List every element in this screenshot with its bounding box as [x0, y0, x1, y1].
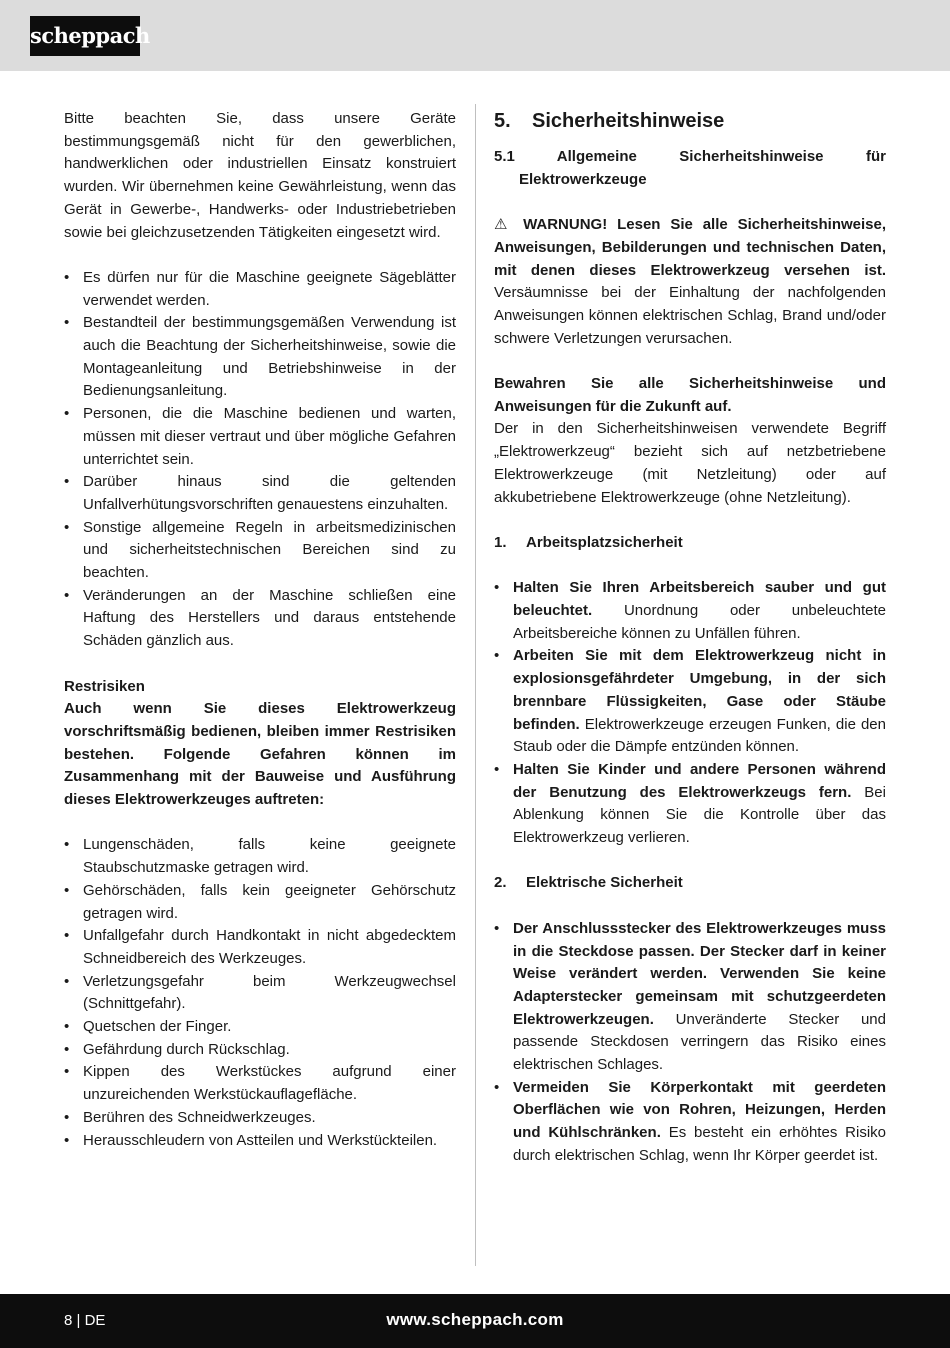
- item-bold: Arbeiten Sie mit dem Elektrowerkzeug nicht in explosionsgefährdeter Umgebung, in der sich brennbare Flüssigkeiten, Gase oder Stäube befinden.: [513, 647, 886, 733]
- item-bold: Halten Sie Ihren Arbeitsbereich sauber und gut beleuchtet.: [513, 579, 886, 619]
- section-number: 5.: [494, 110, 511, 132]
- workplace-heading: [494, 532, 886, 555]
- list-item: • Veränderungen an der Maschine schließen eine Haftung des Herstellers und daraus entstehende Schäden gänzlich aus.: [64, 585, 456, 653]
- warning-bold: WARNUNG! Lesen Sie alle Sicherheitshinweise, Anweisungen, Bebilderungen und technischen Daten, mit denen dieses Elektrowerkzeug versehen ist.: [494, 216, 887, 279]
- list-item: • Darüber hinaus sind die geltenden Unfallverhütungsvorschriften genauestens einzuhalten.: [64, 471, 456, 516]
- page-footer: [0, 1294, 950, 1348]
- item-text: Bei Ablenkung können Sie die Kontrolle über das Elektrowerkzeug verlieren.: [513, 783, 886, 847]
- electrical-list: [494, 918, 886, 1168]
- list-item: [494, 1077, 886, 1168]
- usage-list: [64, 267, 456, 653]
- list-item: • Gefährdung durch Rückschlag.: [64, 1039, 456, 1062]
- intro-paragraph: Bitte beachten Sie, dass unsere Geräte bestimmungsgemäß nicht für den gewerblichen, handwerklichen oder industriellen Einsatz konstruiert wurden. Wir übernehmen keine Gewährleistung, wenn das Gerät in Gewerbe-, Handwerks- oder Industriebetrieben sowie bei gleichzusetzenden Tätigkeiten eingesetzt wird.: [64, 110, 456, 241]
- heading-text: Arbeitsplatzsicherheit: [526, 533, 683, 551]
- list-item: • Verletzungsgefahr beim Werkzeugwechsel (Schnittgefahr).: [64, 971, 456, 1016]
- heading-number: 1.: [494, 533, 507, 551]
- section-title: [494, 108, 886, 134]
- keep-instructions-text: Der in den Sicherheitshinweisen verwendete Begriff „Elektrowerkzeug“ bezieht sich auf netzbetriebene Elektrowerkzeuge (mit Netzleitung) oder auf akkubetriebene Elektrowerkzeuge (ohne Netzleitung).: [494, 420, 886, 506]
- list-item: [494, 577, 886, 645]
- list-item: • Personen, die die Maschine bedienen und warten, müssen mit dieser vertraut und über mögliche Gefahren unterrichtet sein.: [64, 403, 456, 471]
- right-column: [494, 108, 886, 1168]
- item-text: Unveränderte Stecker und passende Steckdosen verringern das Risiko eines elektrischen Schlages.: [513, 1010, 886, 1074]
- warning-text: Versäumnisse bei der Einhaltung der nachfolgenden Anweisungen können elektrischen Schlag, Brand und/oder schwere Verletzungen verursachen.: [494, 284, 886, 347]
- website-link[interactable]: www.scheppach.com: [386, 1310, 564, 1329]
- column-divider: [475, 104, 476, 1266]
- list-item: • Unfallgefahr durch Handkontakt in nicht abgedecktem Schneidbereich des Werkzeuges.: [64, 925, 456, 970]
- item-bold: Halten Sie Kinder und andere Personen während der Benutzung des Elektrowerkzeugs fern.: [513, 760, 886, 801]
- list-item: • Bestandteil der bestimmungsgemäßen Verwendung ist auch die Beachtung der Sicherheitshinweise, sowie die Montageanleitung und Betriebshinweise in der Bedienungsanleitung.: [64, 312, 456, 403]
- warning-icon: ⚠: [494, 216, 514, 234]
- page-number: 8 | DE: [64, 1312, 106, 1329]
- list-item: • Sonstige allgemeine Regeln in arbeitsmedizinischen und sicherheitstechnischen Bereichen sind zu beachten.: [64, 517, 456, 585]
- list-item: • Kippen des Werkstückes aufgrund einer unzureichenden Werkstückauflagefläche.: [64, 1061, 456, 1106]
- keep-instructions-bold: Bewahren Sie alle Sicherheitshinweise und Anweisungen für die Zukunft auf.: [494, 375, 886, 415]
- heading-text: Elektrische Sicherheit: [526, 874, 683, 892]
- list-item: [494, 759, 886, 850]
- electrical-heading: [494, 872, 886, 895]
- list-item: • Berühren des Schneidwerkzeuges.: [64, 1107, 456, 1130]
- scheppach-logo: scheppach: [30, 16, 140, 56]
- subsection-title-text: Allgemeine Sicherheitshinweise für Elektrowerkzeuge: [519, 148, 886, 188]
- item-text: Unordnung oder unbeleuchtete Arbeitsbereiche können zu Unfällen führen.: [513, 602, 886, 642]
- item-text: Es besteht ein erhöhtes Risiko durch elektrischen Schlag, wenn Ihr Körper geerdet ist.: [513, 1124, 886, 1164]
- list-item: • Herausschleudern von Astteilen und Werkstückteilen.: [64, 1130, 456, 1153]
- left-column: [64, 108, 456, 1152]
- list-item: [494, 918, 886, 1077]
- list-item: • Gehörschäden, falls kein geeigneter Gehörschutz getragen wird.: [64, 880, 456, 925]
- subsection-number: 5.1: [494, 148, 515, 165]
- warning-paragraph: [494, 214, 886, 350]
- item-text: Elektrowerkzeuge erzeugen Funken, die den Staub oder die Dämpfe entzünden können.: [513, 715, 886, 756]
- item-bold: Der Anschlussstecker des Elektrowerkzeuges muss in die Steckdose passen. Der Stecker darf in keiner Weise verändert werden. Verwenden Sie keine Adapterstecker gemeinsam mit schutzgeerdeten Elektrowerkzeugen.: [513, 919, 886, 1028]
- list-item: • Lungenschäden, falls keine geeignete Staubschutzmaske getragen wird.: [64, 834, 456, 879]
- residual-risks-intro: Auch wenn Sie dieses Elektrowerkzeug vorschriftsmäßig bedienen, bleiben immer Restrisiken bestehen. Folgende Gefahren können im Zusammenhang mit der Bauweise und Ausführung dieses Elektrowerkzeuges auftreten:: [64, 700, 456, 809]
- page-header: [0, 0, 950, 71]
- risk-list: [64, 834, 456, 1152]
- list-item: • Quetschen der Finger.: [64, 1016, 456, 1039]
- section-title-text: Sicherheitshinweise: [532, 110, 725, 132]
- item-bold: Vermeiden Sie Körperkontakt mit geerdeten Oberflächen wie von Rohren, Heizungen, Herden und Kühlschränken.: [513, 1078, 886, 1142]
- list-item: [494, 645, 886, 759]
- heading-number: 2.: [494, 874, 507, 892]
- residual-risks-heading: Restrisiken: [64, 677, 145, 695]
- subsection-title: [494, 146, 886, 191]
- workplace-list: [494, 577, 886, 849]
- list-item: • Es dürfen nur für die Maschine geeignete Sägeblätter verwendet werden.: [64, 267, 456, 312]
